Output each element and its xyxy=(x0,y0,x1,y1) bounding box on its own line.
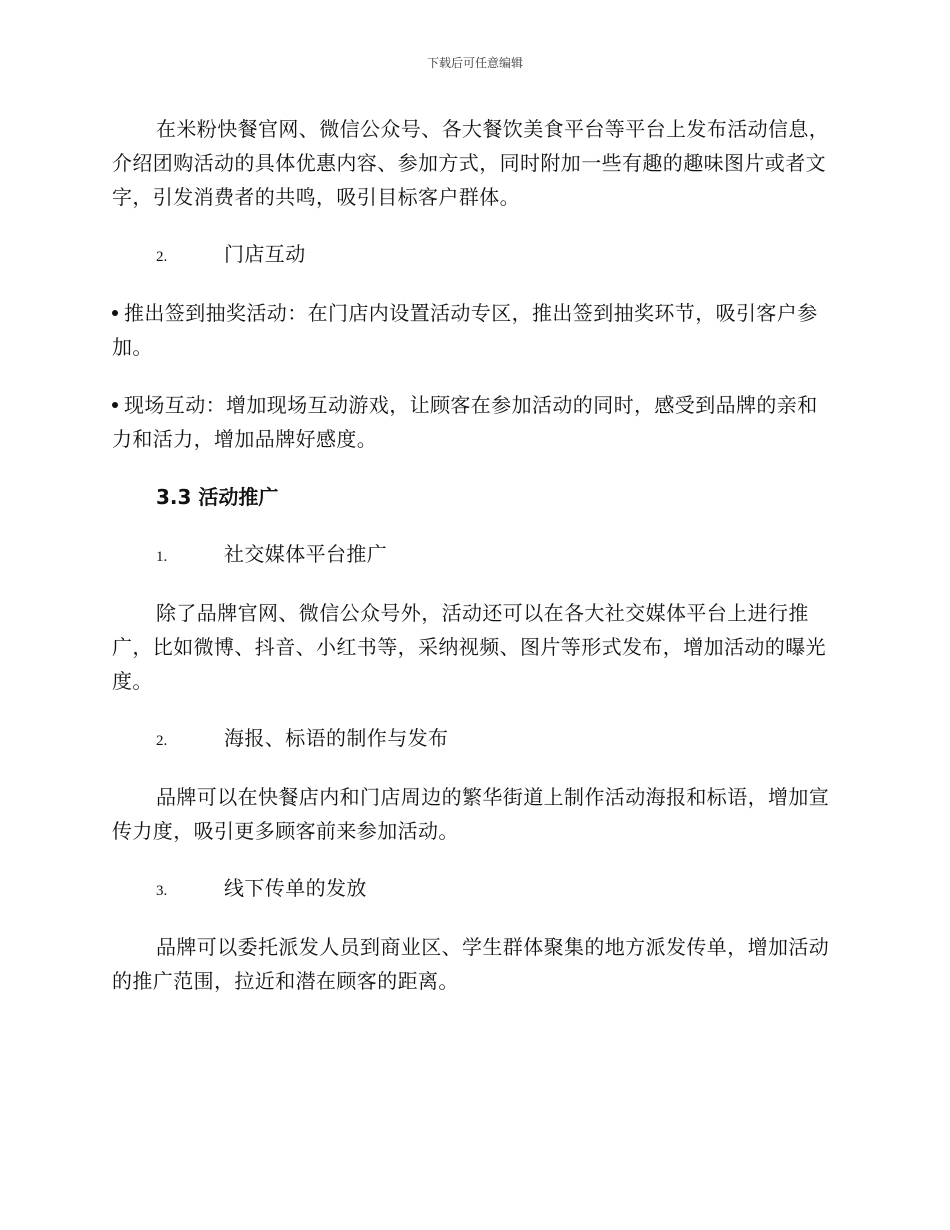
paragraph-publish-info: 在米粉快餐官网、微信公众号、各大餐饮美食平台等平台上发布活动信息，介绍团购活动的具体优惠内容、参加方式，同时附加一些有趣的趣味图片或者文字，引发消费者的共鸣，吸引目标客户群体。 xyxy=(112,117,830,209)
list-number: 1. xyxy=(156,549,168,565)
bullet-text: 现场互动：增加现场互动游戏，让顾客在参加活动的同时，感受到品牌的亲和力和活力，增加品牌好感度。 xyxy=(112,393,818,451)
list-title: 社交媒体平台推广 xyxy=(224,542,388,566)
bullet-text: 推出签到抽奖活动：在门店内设置活动专区，推出签到抽奖环节，吸引客户参加。 xyxy=(112,301,818,359)
bullet-dot-icon xyxy=(112,310,118,316)
list-number: 3. xyxy=(156,883,168,899)
document-body xyxy=(112,112,830,1022)
page-header: 下载后可任意编辑 xyxy=(426,56,523,70)
bullet-lottery xyxy=(112,296,830,364)
list-item-social-media xyxy=(112,538,830,572)
list-number: 2. xyxy=(156,733,168,749)
list-title: 门店互动 xyxy=(224,242,306,266)
paragraph-social-media: 除了品牌官网、微信公众号外，活动还可以在各大社交媒体平台上进行推广，比如微博、抖音、小红书等，采纳视频、图片等形式发布，增加活动的曝光度。 xyxy=(112,601,826,693)
list-title: 海报、标语的制作与发布 xyxy=(224,726,449,750)
list-title: 线下传单的发放 xyxy=(224,876,367,900)
bullet-dot-icon xyxy=(112,402,118,408)
list-item-flyer xyxy=(112,872,830,906)
section-heading: 3.3 活动推广 xyxy=(156,485,279,509)
list-item-store-interaction xyxy=(112,238,830,272)
bullet-onsite-interaction xyxy=(112,388,830,456)
paragraph-poster: 品牌可以在快餐店内和门店周边的繁华街道上制作活动海报和标语，增加宣传力度，吸引更多顾客前来参加活动。 xyxy=(112,785,830,843)
list-item-poster xyxy=(112,722,830,756)
paragraph-flyer: 品牌可以委托派发人员到商业区、学生群体聚集的地方派发传单，增加活动的推广范围，拉近和潜在顾客的距离。 xyxy=(112,935,830,993)
list-number: 2. xyxy=(156,249,168,265)
